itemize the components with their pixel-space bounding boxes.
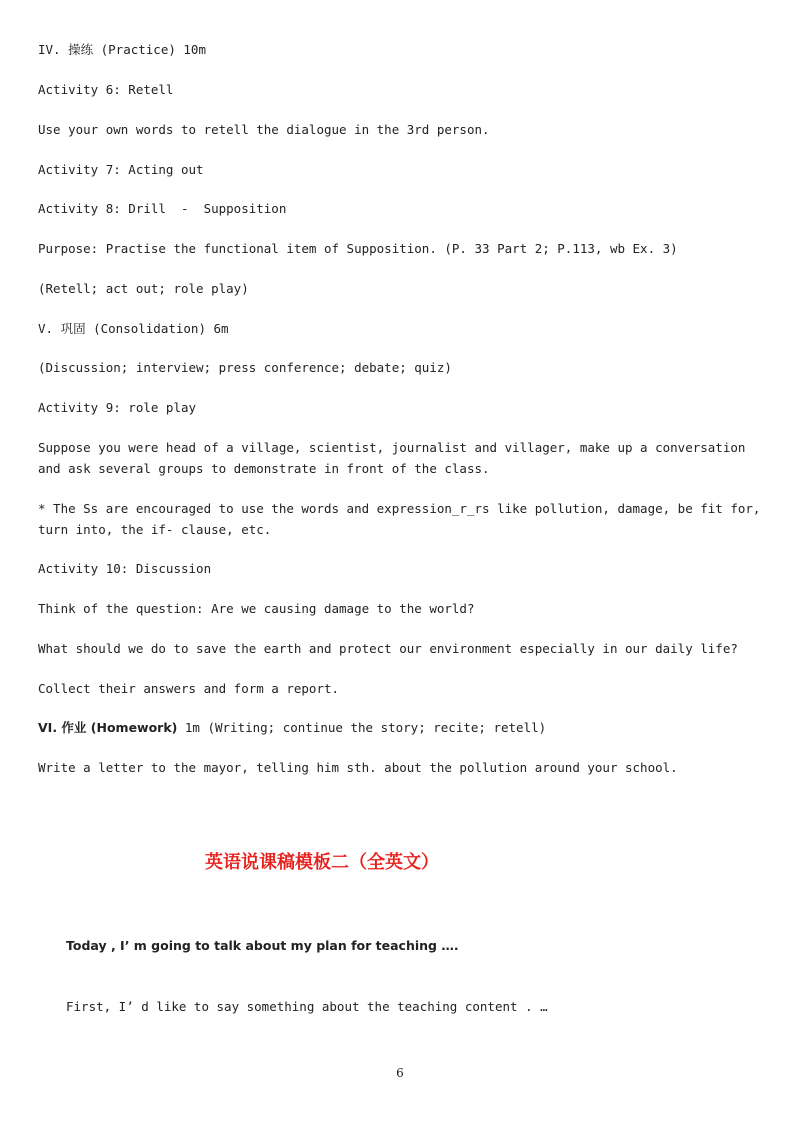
activity-10-heading: Activity 10: Discussion bbox=[38, 561, 212, 576]
activity-6-text: Use your own words to retell the dialogue in the 3rd person. bbox=[38, 122, 490, 137]
section-iv-heading: IV. 操练 (Practice) 10m bbox=[38, 42, 206, 57]
page-number: 6 bbox=[396, 1066, 404, 1080]
activity-6-heading: Activity 6: Retell bbox=[38, 82, 174, 97]
activity-7-heading: Activity 7: Acting out bbox=[38, 162, 204, 177]
homework-label: VI. 作业 (Homework) bbox=[38, 720, 178, 735]
first-paragraph: First, I’ d like to say something about the teaching content . … bbox=[66, 999, 548, 1014]
activity-8-heading: Activity 8: Drill - Supposition bbox=[38, 201, 287, 216]
homework-task: Write a letter to the mayor, telling him sth. about the pollution around your school. bbox=[38, 760, 678, 775]
activity-10-question: Think of the question: Are we causing damage to the world? bbox=[38, 601, 475, 616]
section-vi-heading bbox=[38, 717, 546, 738]
consolidation-methods: (Discussion; interview; press conference; debate; quiz) bbox=[38, 360, 452, 375]
practice-methods: (Retell; act out; role play) bbox=[38, 281, 249, 296]
activity-9-text: Suppose you were head of a village, scientist, journalist and villager, make up a conversation and ask several groups to demonstrate in front of the class. bbox=[38, 440, 746, 476]
section-v-heading: V. 巩固 (Consolidation) 6m bbox=[38, 321, 229, 336]
activity-8-purpose: Purpose: Practise the functional item of Supposition. (P. 33 Part 2; P.113, wb Ex. 3) bbox=[38, 241, 678, 256]
activity-10-question-2: What should we do to save the earth and protect our environment especially in our daily life? bbox=[38, 641, 738, 656]
activity-9-note: * The Ss are encouraged to use the words and expression_r_rs like pollution, damage, be fit for, turn into, the if- clause, etc. bbox=[38, 501, 761, 537]
activity-9-heading: Activity 9: role play bbox=[38, 400, 197, 415]
intro-paragraph: Today , I’ m going to talk about my plan for teaching …. bbox=[66, 938, 459, 953]
template-two-title: 英语说课稿模板二（全英文） bbox=[205, 852, 439, 873]
homework-details: 1m (Writing; continue the story; recite; retell) bbox=[177, 720, 547, 735]
activity-10-task: Collect their answers and form a report. bbox=[38, 681, 340, 696]
